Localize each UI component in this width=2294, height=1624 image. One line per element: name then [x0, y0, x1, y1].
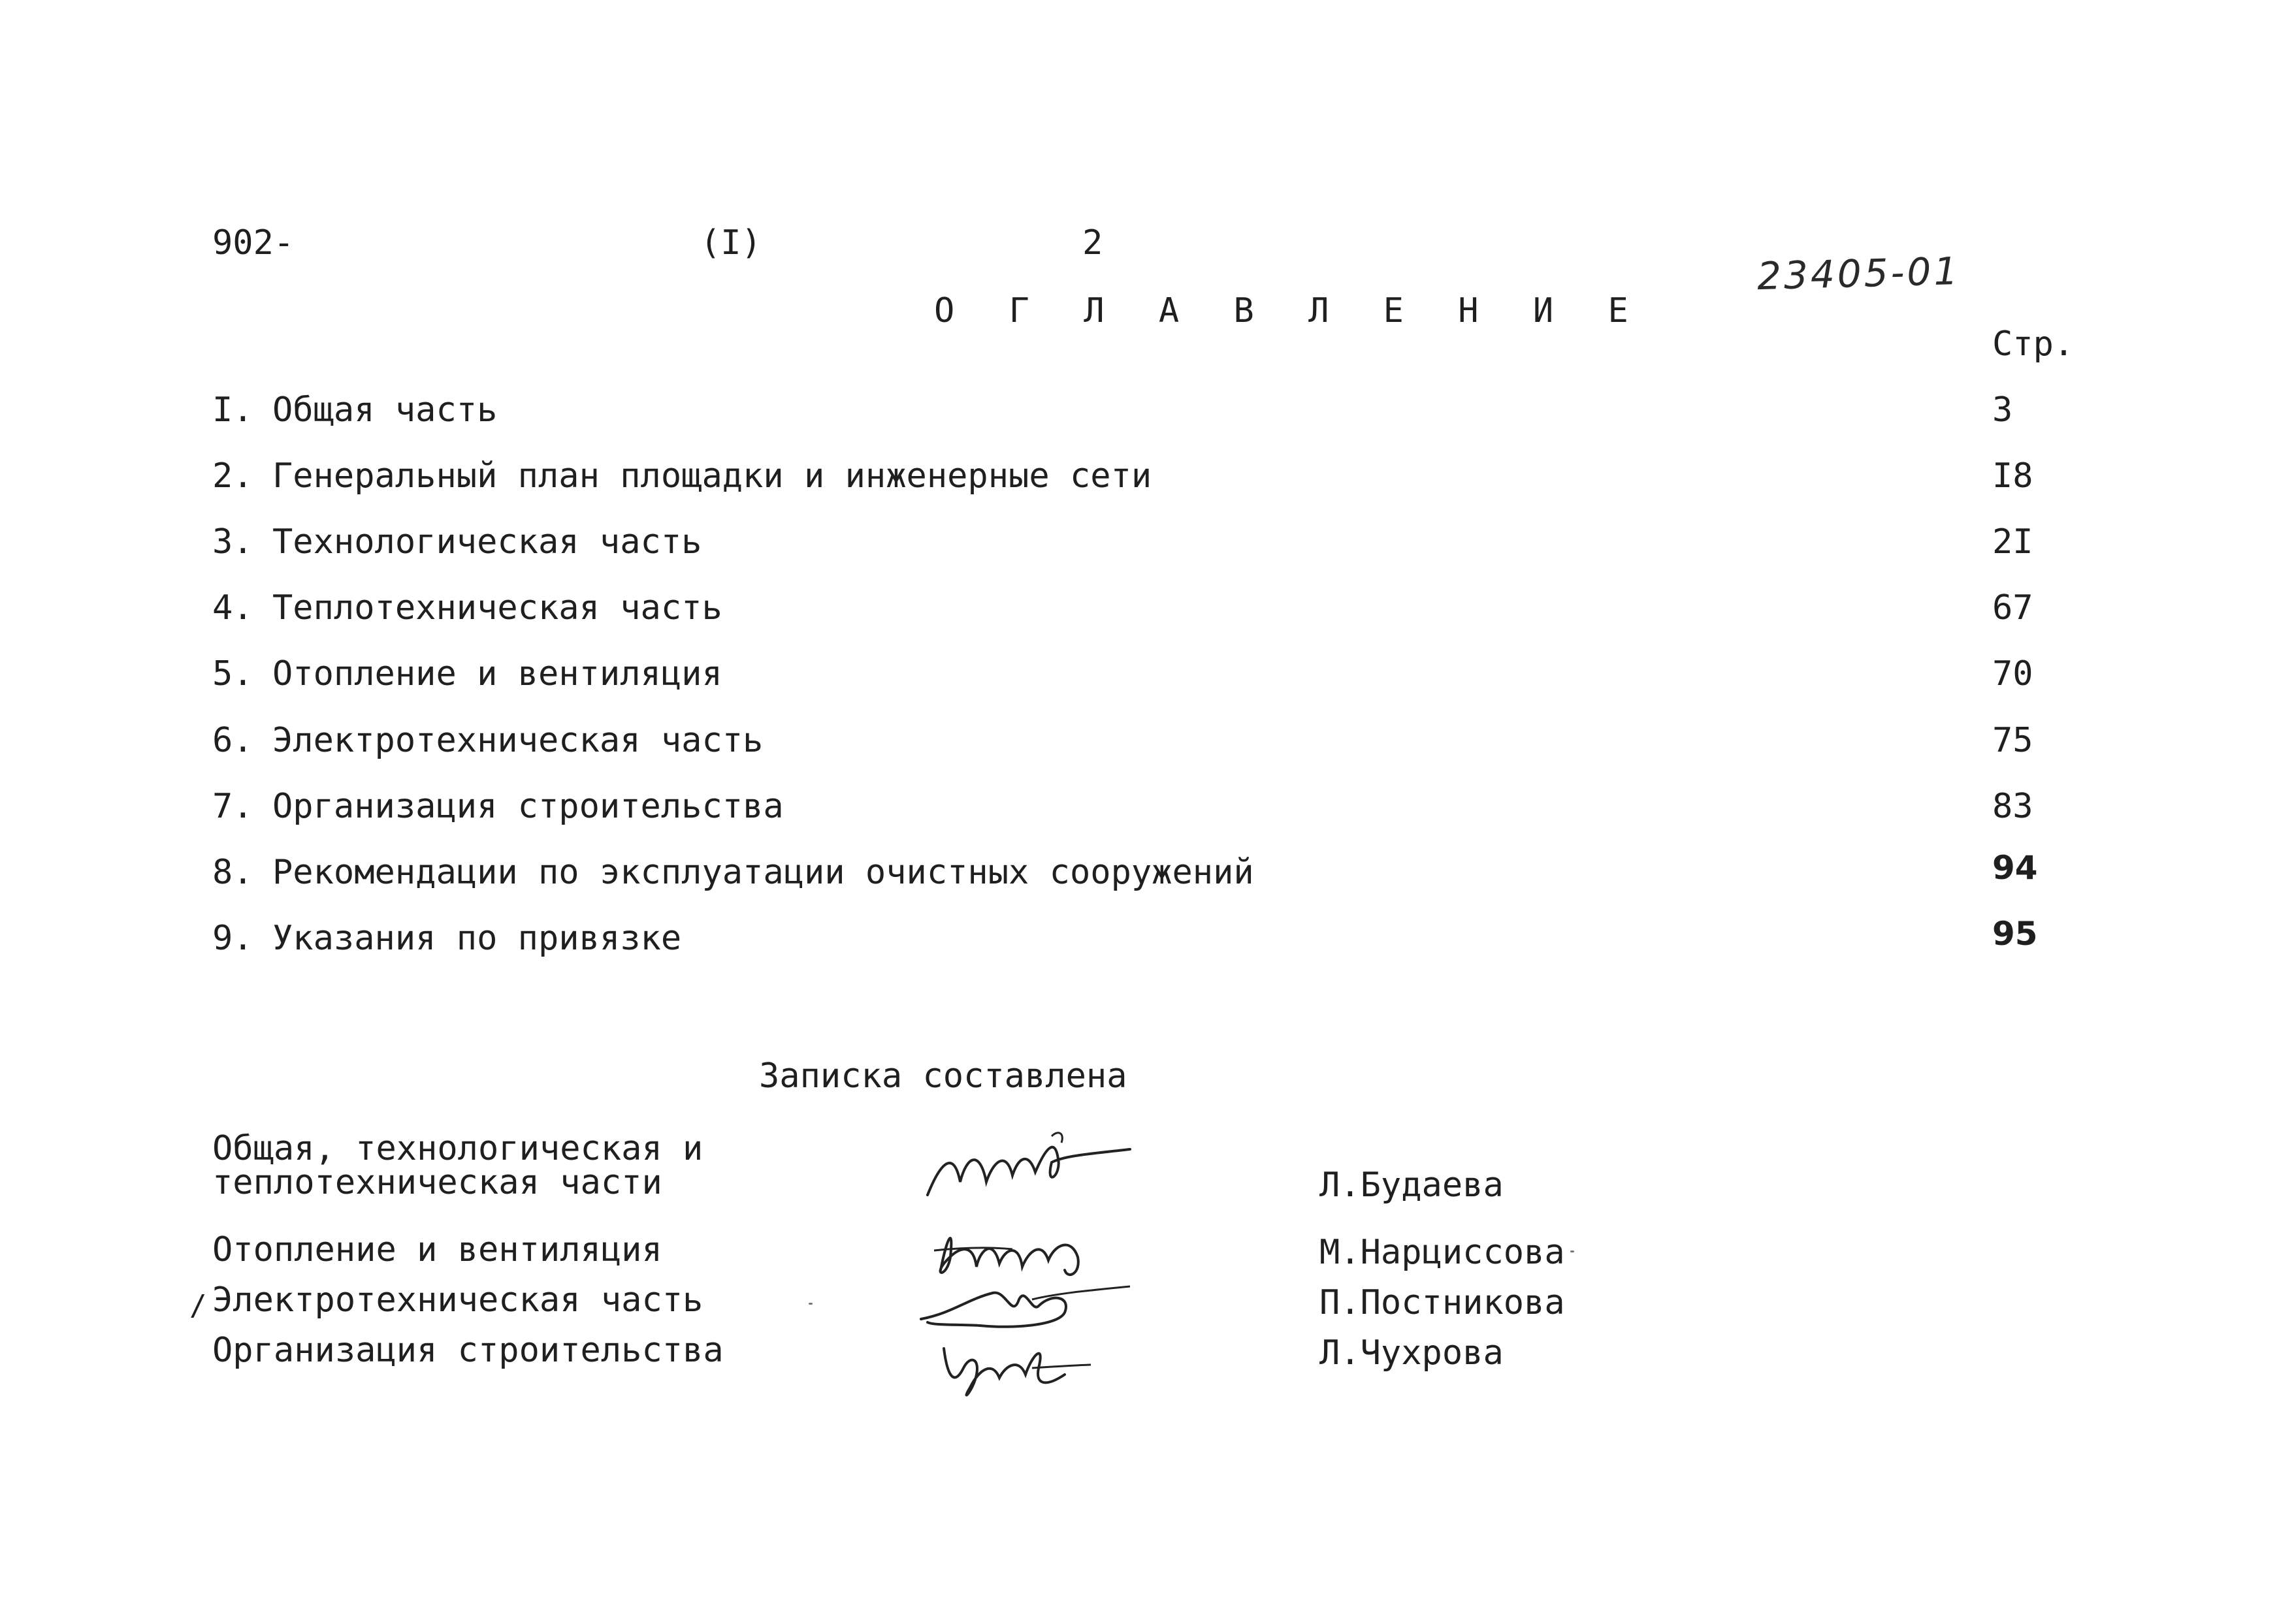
toc-title: Рекомендации по эксплуатации очистных сооружений — [272, 853, 1254, 892]
toc-title: Генеральный план площадки и инженерные сети — [272, 456, 1152, 496]
toc-page: I8 — [1992, 456, 2033, 496]
page-title: О Г Л А В Л Е Н И Е — [934, 291, 1645, 330]
toc-title: Организация строительства — [272, 787, 784, 826]
document-code: 902- — [212, 223, 295, 263]
toc-number: 9. — [212, 919, 253, 958]
toc-row — [212, 456, 2107, 502]
toc-title: Указания по привязке — [272, 919, 682, 958]
author-name: Л.Будаева — [1319, 1166, 1504, 1205]
author-role — [212, 1281, 703, 1320]
toc-page-handwritten: 95 — [1992, 915, 2038, 953]
document-subcode: (I) — [700, 223, 762, 263]
toc-number: 2. — [212, 456, 253, 496]
toc-title: Отопление и вентиляция — [272, 654, 722, 693]
toc-page: 70 — [1992, 654, 2033, 693]
toc-number: 8. — [212, 853, 253, 892]
author-role-line: Общая, технологическая и — [212, 1129, 703, 1168]
toc-page: 83 — [1992, 787, 2033, 826]
toc-row — [212, 588, 2107, 634]
author-name: Л.Чухрова — [1319, 1333, 1504, 1373]
author-name: М.Нарциссова — [1319, 1233, 1565, 1272]
toc-title: Теплотехническая часть — [272, 588, 722, 628]
toc-page: 2I — [1992, 522, 2033, 562]
toc-row — [212, 522, 2107, 568]
author-role-line: Электротехническая часть — [212, 1281, 703, 1320]
signature — [914, 1123, 1150, 1215]
toc-row — [212, 721, 2107, 767]
toc-row — [212, 915, 2107, 964]
toc-title: Технологическая часть — [272, 522, 702, 562]
toc-page-handwritten: 94 — [1992, 849, 2038, 887]
toc-page: 75 — [1992, 721, 2033, 760]
scan-speck — [1570, 1250, 1574, 1252]
author-role — [212, 1230, 662, 1269]
toc-row — [212, 787, 2107, 833]
toc-number: I. — [212, 390, 253, 430]
author-role-line: Организация строительства — [212, 1331, 724, 1370]
page-number: 2 — [1082, 223, 1103, 263]
author-role — [212, 1331, 724, 1370]
author-role-line: теплотехническая части — [212, 1163, 662, 1202]
handwritten-document-number: 23405-01 — [1756, 248, 1962, 299]
toc-title: Электротехническая часть — [272, 721, 764, 760]
toc-number: 6. — [212, 721, 253, 760]
toc-number: 3. — [212, 522, 253, 562]
toc-number: 7. — [212, 787, 253, 826]
toc-number: 4. — [212, 588, 253, 628]
toc-row — [212, 849, 2107, 899]
author-name: П.Постникова — [1319, 1283, 1565, 1322]
authors-heading: Записка составлена — [759, 1057, 1127, 1096]
toc-title: Общая часть — [272, 390, 498, 430]
toc-page: 67 — [1992, 588, 2033, 628]
scan-speck — [809, 1303, 813, 1305]
author-role-line: Отопление и вентиляция — [212, 1230, 662, 1269]
margin-mark: / — [189, 1289, 207, 1322]
toc-row — [212, 654, 2107, 700]
signature — [914, 1329, 1150, 1407]
page-column-label: Стр. — [1992, 325, 2075, 364]
toc-number: 5. — [212, 654, 253, 693]
toc-row — [212, 390, 2107, 436]
author-role — [212, 1129, 703, 1202]
toc-page: 3 — [1992, 390, 2013, 430]
